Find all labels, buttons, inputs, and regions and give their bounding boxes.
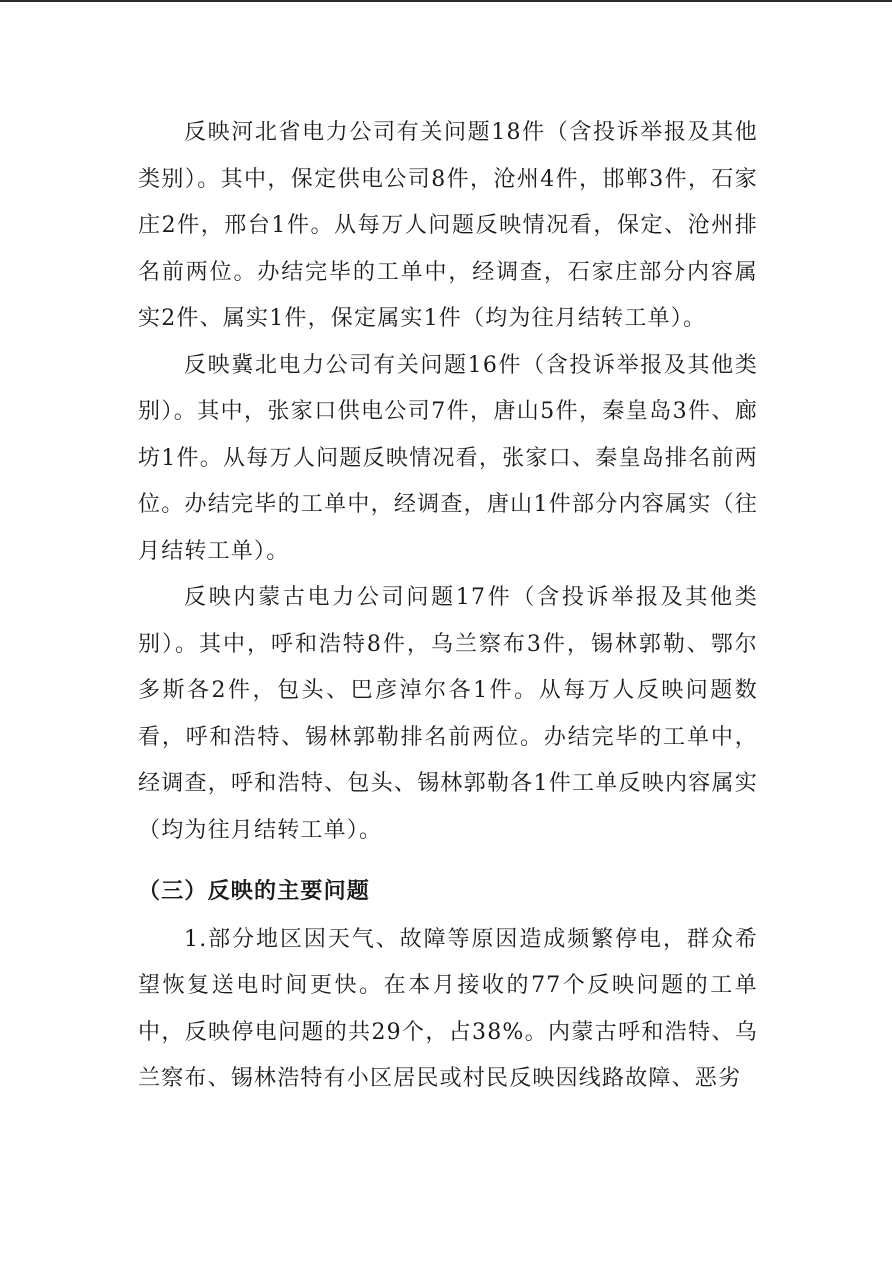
- top-border-rule: [0, 0, 892, 2]
- paragraph-inner-mongolia: 反映内蒙古电力公司问题17件（含投诉举报及其他类别）。其中，呼和浩特8件，乌兰察布3件，锡林郭勒、鄂尔多斯各2件，包头、巴彦淖尔各1件。从每万人反映问题数看，呼和浩特、锡林郭勒排名前两位。办结完毕的工单中，经调查，呼和浩特、包头、锡林郭勒各1件工单反映内容属实（均为往月结转工单）。: [138, 585, 758, 843]
- section-heading: （三）反映的主要问题: [138, 878, 371, 904]
- paragraph-jibei: 反映冀北电力公司有关问题16件（含投诉举报及其他类别）。其中，张家口供电公司7件，唐山5件，秦皇岛3件、廊坊1件。从每万人问题反映情况看，张家口、秦皇岛排名前两位。办结完毕的工单中，经调查，唐山1件部分内容属实（往月结转工单）。: [138, 352, 758, 564]
- document-body: [138, 110, 758, 1103]
- paragraph-main-issue-1: 1.部分地区因天气、故障等原因造成频繁停电，群众希望恢复送电时间更快。在本月接收的77个反映问题的工单中，反映停电问题的共29个，占38%。内蒙古呼和浩特、乌兰察布、锡林浩特有小区居民或村民反映因线路故障、恶劣: [138, 926, 758, 1091]
- paragraph-hebei: 反映河北省电力公司有关问题18件（含投诉举报及其他类别）。其中，保定供电公司8件，沧州4件，邯郸3件，石家庄2件，邢台1件。从每万人问题反映情况看，保定、沧州排名前两位。办结完毕的工单中，经调查，石家庄部分内容属实2件、属实1件，保定属实1件（均为往月结转工单）。: [138, 120, 758, 331]
